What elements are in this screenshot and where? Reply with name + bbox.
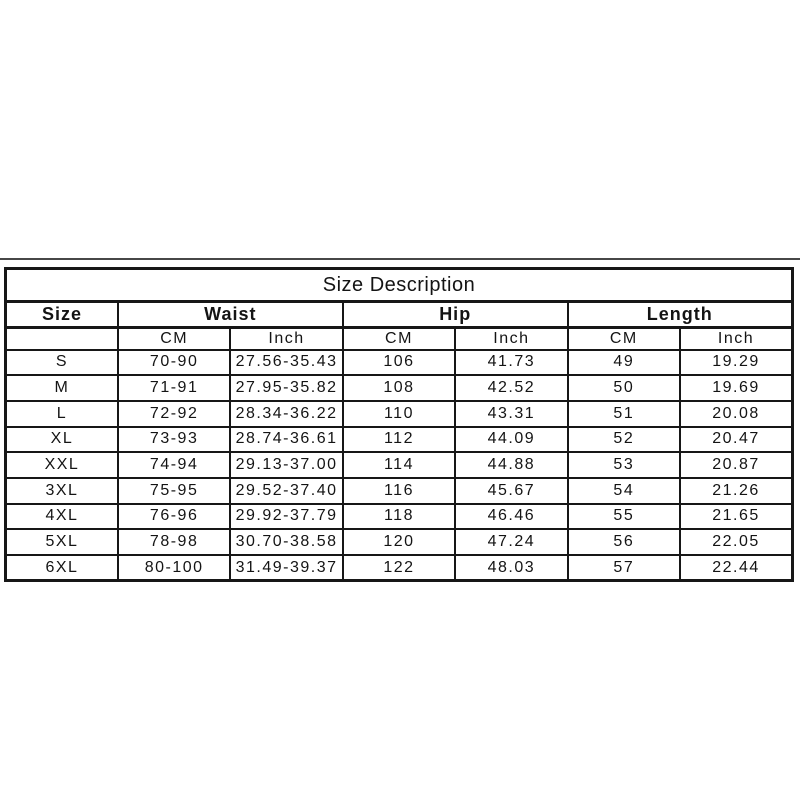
cell-length-cm: 56 (568, 529, 680, 555)
cell-waist-inch: 29.92-37.79 (230, 504, 342, 530)
cell-length-cm: 54 (568, 478, 680, 504)
col-header-length: Length (568, 302, 793, 328)
unit-header-hip-cm: CM (343, 328, 455, 350)
table-row (6, 350, 793, 376)
cell-waist-cm: 70-90 (118, 350, 230, 376)
cell-length-cm: 50 (568, 375, 680, 401)
cell-length-inch: 19.29 (680, 350, 792, 376)
cell-length-inch: 20.87 (680, 452, 792, 478)
cell-length-cm: 51 (568, 401, 680, 427)
cell-waist-inch: 27.95-35.82 (230, 375, 342, 401)
cell-length-inch: 20.08 (680, 401, 792, 427)
cell-waist-cm: 73-93 (118, 427, 230, 453)
cell-waist-inch: 28.34-36.22 (230, 401, 342, 427)
cell-length-cm: 49 (568, 350, 680, 376)
col-header-hip: Hip (343, 302, 568, 328)
cell-waist-inch: 30.70-38.58 (230, 529, 342, 555)
cell-waist-cm: 72-92 (118, 401, 230, 427)
cell-waist-cm: 75-95 (118, 478, 230, 504)
cell-hip-cm: 120 (343, 529, 455, 555)
cell-waist-inch: 27.56-35.43 (230, 350, 342, 376)
table-row (6, 427, 793, 453)
unit-header-length-inch: Inch (680, 328, 792, 350)
unit-header-length-cm: CM (568, 328, 680, 350)
cell-size: XXL (6, 452, 118, 478)
cell-size: 4XL (6, 504, 118, 530)
table-unit-header-row (6, 328, 793, 350)
table-row (6, 375, 793, 401)
cell-waist-inch: 29.13-37.00 (230, 452, 342, 478)
cell-waist-cm: 80-100 (118, 555, 230, 581)
cell-length-inch: 22.44 (680, 555, 792, 581)
cell-length-inch: 20.47 (680, 427, 792, 453)
table-row (6, 401, 793, 427)
col-header-waist: Waist (118, 302, 343, 328)
col-header-size: Size (6, 302, 118, 328)
cell-waist-inch: 31.49-39.37 (230, 555, 342, 581)
cell-hip-inch: 45.67 (455, 478, 567, 504)
unit-header-blank (6, 328, 118, 350)
table-group-header-row (6, 302, 793, 328)
cell-size: XL (6, 427, 118, 453)
table-row (6, 555, 793, 581)
cell-waist-inch: 29.52-37.40 (230, 478, 342, 504)
table-title: Size Description (6, 269, 793, 302)
cell-hip-cm: 118 (343, 504, 455, 530)
unit-header-hip-inch: Inch (455, 328, 567, 350)
cell-size: 6XL (6, 555, 118, 581)
cell-length-inch: 19.69 (680, 375, 792, 401)
cell-waist-inch: 28.74-36.61 (230, 427, 342, 453)
cell-waist-cm: 71-91 (118, 375, 230, 401)
cell-hip-inch: 41.73 (455, 350, 567, 376)
cell-hip-cm: 112 (343, 427, 455, 453)
size-chart-table (4, 267, 794, 582)
cell-length-inch: 22.05 (680, 529, 792, 555)
cell-hip-inch: 48.03 (455, 555, 567, 581)
cell-length-cm: 57 (568, 555, 680, 581)
cell-size: M (6, 375, 118, 401)
cell-hip-inch: 44.88 (455, 452, 567, 478)
cell-hip-inch: 44.09 (455, 427, 567, 453)
cell-hip-cm: 110 (343, 401, 455, 427)
cell-length-inch: 21.65 (680, 504, 792, 530)
top-divider-line (0, 258, 800, 260)
table-title-row (6, 269, 793, 302)
cell-length-cm: 53 (568, 452, 680, 478)
table-row (6, 478, 793, 504)
table-row (6, 452, 793, 478)
cell-hip-cm: 106 (343, 350, 455, 376)
unit-header-waist-inch: Inch (230, 328, 342, 350)
cell-hip-inch: 46.46 (455, 504, 567, 530)
cell-size: 3XL (6, 478, 118, 504)
cell-hip-cm: 108 (343, 375, 455, 401)
cell-size: L (6, 401, 118, 427)
cell-size: S (6, 350, 118, 376)
cell-hip-inch: 47.24 (455, 529, 567, 555)
cell-hip-cm: 114 (343, 452, 455, 478)
cell-waist-cm: 76-96 (118, 504, 230, 530)
cell-waist-cm: 78-98 (118, 529, 230, 555)
cell-hip-inch: 43.31 (455, 401, 567, 427)
table-row (6, 504, 793, 530)
cell-waist-cm: 74-94 (118, 452, 230, 478)
unit-header-waist-cm: CM (118, 328, 230, 350)
cell-length-inch: 21.26 (680, 478, 792, 504)
cell-size: 5XL (6, 529, 118, 555)
cell-length-cm: 52 (568, 427, 680, 453)
cell-hip-cm: 116 (343, 478, 455, 504)
cell-hip-inch: 42.52 (455, 375, 567, 401)
table-row (6, 529, 793, 555)
cell-hip-cm: 122 (343, 555, 455, 581)
cell-length-cm: 55 (568, 504, 680, 530)
